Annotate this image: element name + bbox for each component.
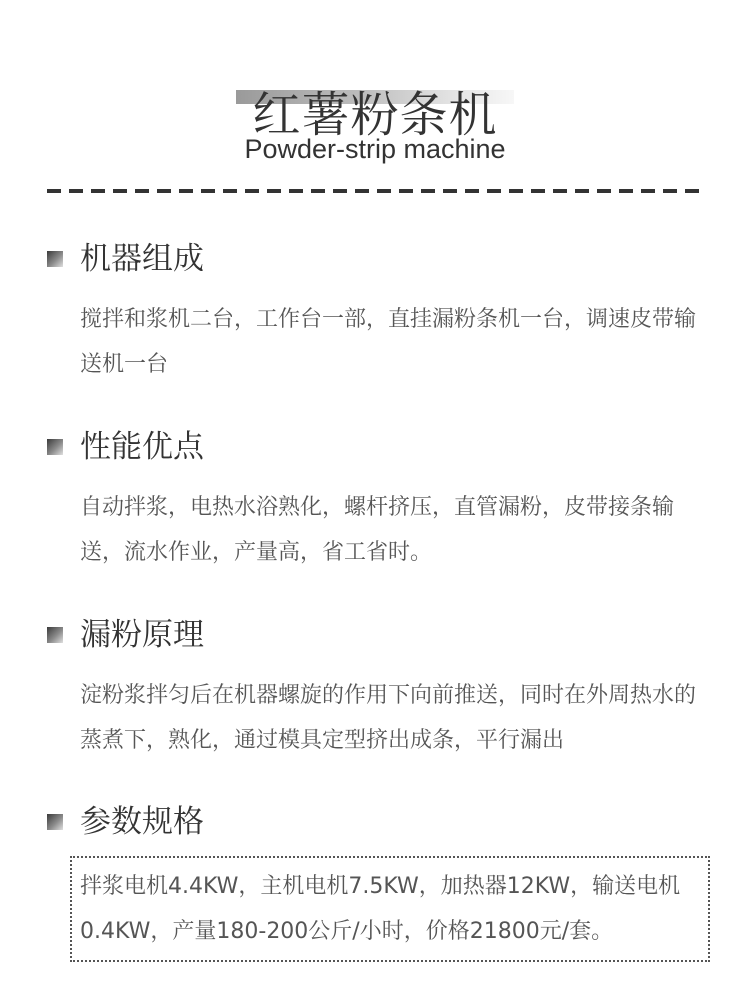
section-title: 性能优点 bbox=[80, 429, 204, 465]
section-header bbox=[47, 802, 707, 842]
spec-text: 拌浆电机4.4KW，主机电机7.5KW，加热器12KW，输送电机0.4KW，产量180-200公斤/小时，价格21800元/套。 bbox=[80, 874, 681, 944]
square-bullet-icon bbox=[47, 814, 63, 830]
dashed-divider bbox=[47, 189, 707, 193]
spec-box bbox=[70, 856, 710, 962]
section-title: 机器组成 bbox=[80, 241, 204, 277]
section-advantages bbox=[47, 427, 707, 575]
square-bullet-icon bbox=[47, 627, 63, 643]
square-bullet-icon bbox=[47, 251, 63, 267]
section-composition bbox=[47, 239, 707, 387]
section-principle bbox=[47, 615, 707, 763]
page-title: 红薯粉条机 bbox=[252, 87, 498, 144]
section-specs bbox=[47, 802, 707, 842]
section-body: 搅拌和浆机二台，工作台一部，直挂漏粉条机一台，调速皮带输送机一台 bbox=[80, 307, 697, 377]
section-body: 自动拌浆，电热水浴熟化，螺杆挤压，直管漏粉，皮带接条输送，流水作业，产量高，省工省时。 bbox=[80, 495, 675, 565]
section-header bbox=[47, 427, 707, 467]
square-bullet-icon bbox=[47, 439, 63, 455]
section-title: 参数规格 bbox=[80, 804, 204, 840]
section-header bbox=[47, 615, 707, 655]
section-body: 淀粉浆拌匀后在机器螺旋的作用下向前推送，同时在外周热水的蒸煮下，熟化，通过模具定型挤出成条，平行漏出 bbox=[80, 683, 697, 753]
page-subtitle: Powder-strip machine bbox=[244, 134, 506, 164]
section-header bbox=[47, 239, 707, 279]
section-title: 漏粉原理 bbox=[80, 617, 204, 653]
title-block bbox=[0, 52, 750, 144]
